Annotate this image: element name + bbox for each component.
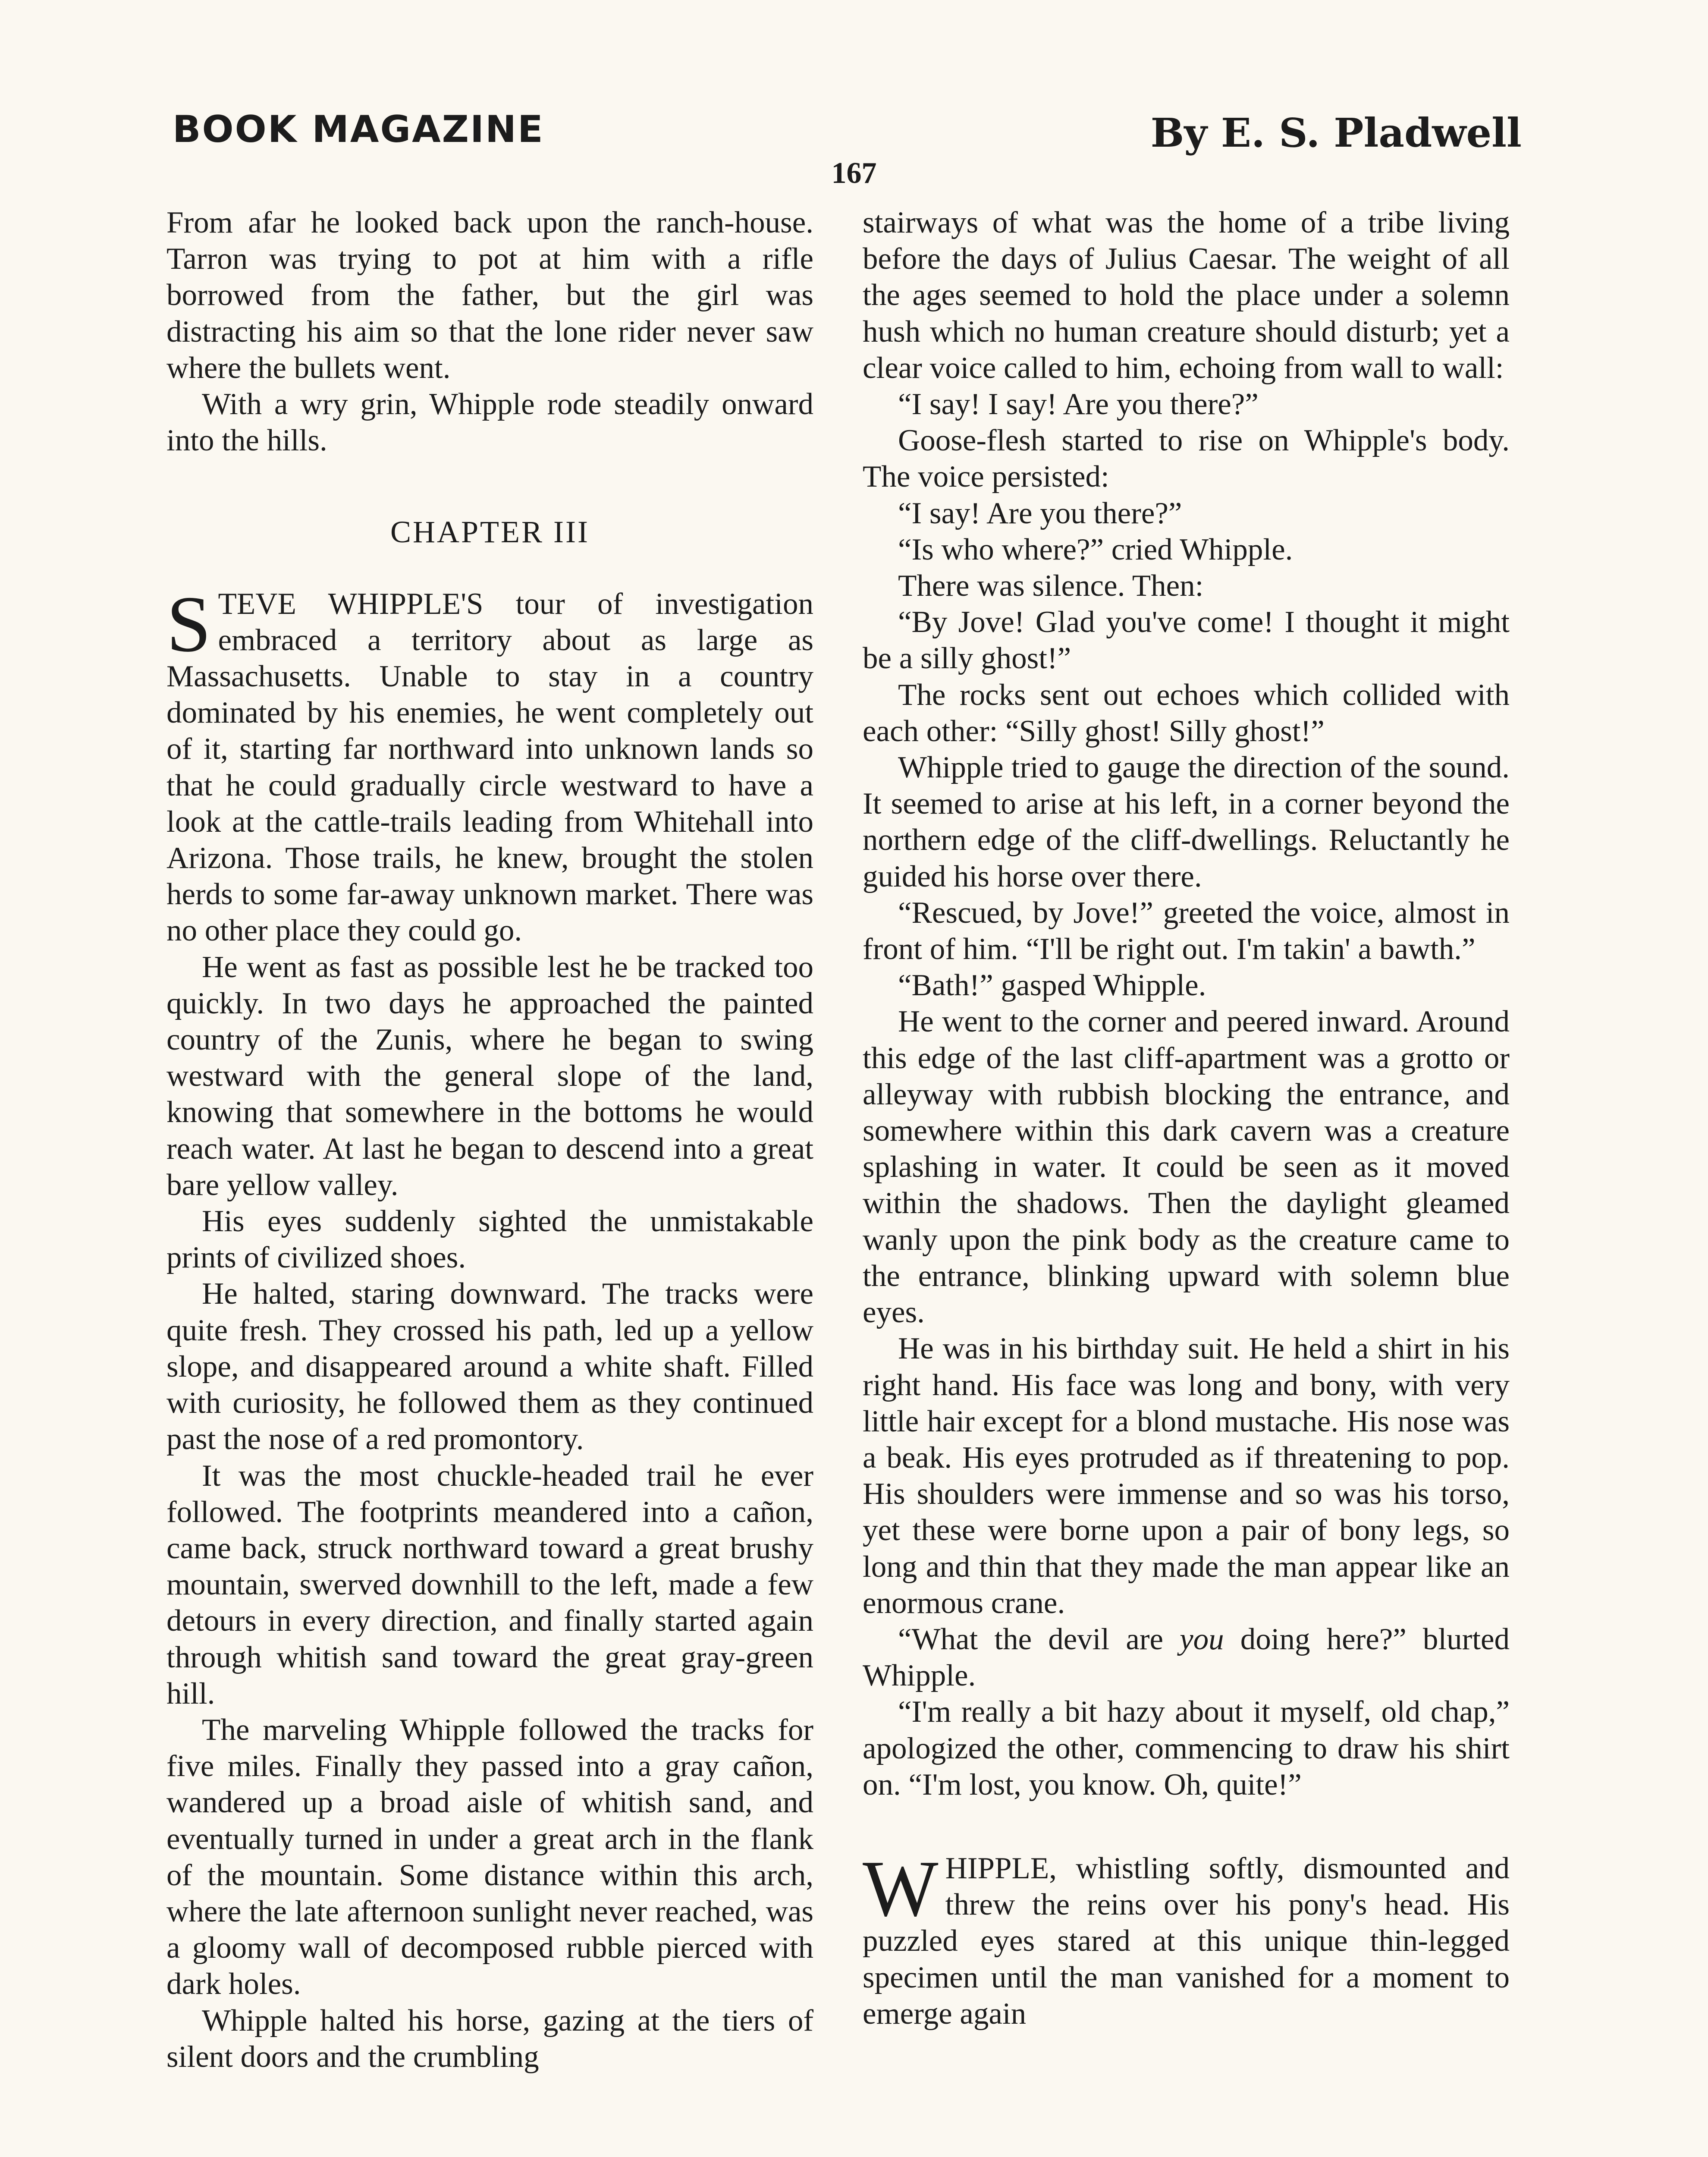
- paragraph-with-dropcap: [166, 579, 813, 949]
- paragraph: With a wry grin, Whipple rode steadily onward into the hills.: [166, 387, 813, 458]
- paragraph: “I say! I say! Are you there?”: [898, 387, 1259, 421]
- paragraph-text: HIPPLE, whistling softly, dismounted and threw the reins over his pony's head. His puzzled eyes stared at this unique thin-legged specimen until the man vanished for a moment to emerge again: [863, 1851, 1510, 2031]
- paragraph: [863, 1621, 1510, 1694]
- paragraph: Goose-flesh started to rise on Whipple's body. The voice persisted:: [863, 424, 1510, 494]
- chapter-heading: CHAPTER III: [390, 515, 590, 550]
- author-byline: By E. S. Pladwell: [1150, 110, 1522, 156]
- paragraph: There was silence. Then:: [898, 569, 1204, 603]
- emphasis-text: you: [1180, 1622, 1224, 1656]
- paragraph-text: TEVE WHIPPLE'S tour of investigation embraced a territory about as large as Massachusetts. Unable to stay in a country dominated by his enemies, he went completely out of it, starting far northward into unknown lands so that he could gradually circle westward to have a look at the cattle-trails leading from Whitehall into Arizona. Those trails, he knew, brought the stolen herds to some far-away unknown market. There was no other place they could go.: [166, 587, 813, 948]
- paragraph: The marveling Whipple followed the tracks for five miles. Finally they passed into a gray cañon, wandered up a broad aisle of whitish sand, and eventually turned in under a great arch in the flank of the mountain. Some distance within this arch, where the late afternoon sunlight never reached, was a gloomy wall of decomposed rubble pierced with dark holes.: [166, 1713, 813, 2001]
- paragraph: “Is who where?” cried Whipple.: [898, 532, 1293, 566]
- drop-cap: S: [166, 579, 211, 669]
- page-number: 167: [831, 157, 877, 190]
- section-break: [863, 1803, 1510, 1850]
- paragraph-with-dropcap: [863, 1844, 1510, 2032]
- paragraph: It was the most chuckle-headed trail he ever followed. The footprints meandered into a cañon, came back, struck northward toward a great brushy mountain, swerved downhill to the left, made a few detours in every direction, and finally started again through whitish sand toward the great gray-green hill.: [166, 1459, 813, 1711]
- paragraph: “Rescued, by Jove!” greeted the voice, almost in front of him. “I'll be right out. I'm takin' a bawth.”: [863, 896, 1510, 966]
- paragraph: From afar he looked back upon the ranch-house. Tarron was trying to pot at him with a rifle borrowed from the father, but the girl was distracting his aim so that the lone rider never saw where the bullets went.: [166, 206, 813, 385]
- paragraph: Whipple tried to gauge the direction of the sound. It seemed to arise at his left, in a corner beyond the northern edge of the cliff-dwellings. Reluctantly he guided his horse over there.: [863, 751, 1510, 893]
- drop-cap: W: [863, 1844, 939, 1933]
- paragraph: His eyes suddenly sighted the unmistakable prints of civilized shoes.: [166, 1204, 813, 1275]
- paragraph: He went as fast as possible lest he be tracked too quickly. In two days he approached the painted country of the Zunis, where he began to swing westward with the general slope of the land, knowing that somewhere in the bottoms he would reach water. At last he began to descend into a great bare yellow valley.: [166, 950, 813, 1202]
- paragraph: “Bath!” gasped Whipple.: [898, 968, 1206, 1003]
- paragraph: Whipple halted his horse, gazing at the tiers of silent doors and the crumbling: [166, 2003, 813, 2074]
- right-column: [863, 204, 1510, 2032]
- paragraph: “I say! Are you there?”: [898, 496, 1182, 530]
- magazine-title: BOOK MAGAZINE: [173, 108, 544, 151]
- paragraph-text: “What the devil are: [898, 1622, 1180, 1656]
- paragraph: “By Jove! Glad you've come! I thought it might be a silly ghost!”: [863, 605, 1510, 676]
- paragraph-text: doing here?” blurted Whipple.: [863, 1622, 1510, 1693]
- paragraph: “I'm really a bit hazy about it myself, old chap,” apologized the other, commencing to draw his shirt on. “I'm lost, you know. Oh, quite!”: [863, 1695, 1510, 1802]
- left-column: [166, 204, 813, 2075]
- paragraph: He halted, staring downward. The tracks were quite fresh. They crossed his path, led up a yellow slope, and disappeared around a white shaft. Filled with curiosity, he followed them as they continued past the nose of a red promontory.: [166, 1277, 813, 1456]
- paragraph: The rocks sent out echoes which collided with each other: “Silly ghost! Silly ghost!”: [863, 678, 1510, 748]
- paragraph: He was in his birthday suit. He held a shirt in his right hand. His face was long and bony, with very little hair except for a blond mustache. His nose was a beak. His eyes protruded as if threatening to pop. His shoulders were immense and so was his torso, yet these were borne upon a pair of bony legs, so long and thin that they made the man appear like an enormous crane.: [863, 1332, 1510, 1620]
- paragraph: stairways of what was the home of a tribe living before the days of Julius Caesar. The weight of all the ages seemed to hold the place under a solemn hush which no human creature should disturb; yet a clear voice called to him, echoing from wall to wall:: [863, 206, 1510, 385]
- paragraph: He went to the corner and peered inward. Around this edge of the last cliff-apartment was a grotto or alleyway with rubbish blocking the entrance, and somewhere within this dark cavern was a creature splashing in water. It could be seen as it moved within the shadows. Then the daylight gleamed wanly upon the pink body as the creature came to the entrance, blinking upward with solemn blue eyes.: [863, 1005, 1510, 1330]
